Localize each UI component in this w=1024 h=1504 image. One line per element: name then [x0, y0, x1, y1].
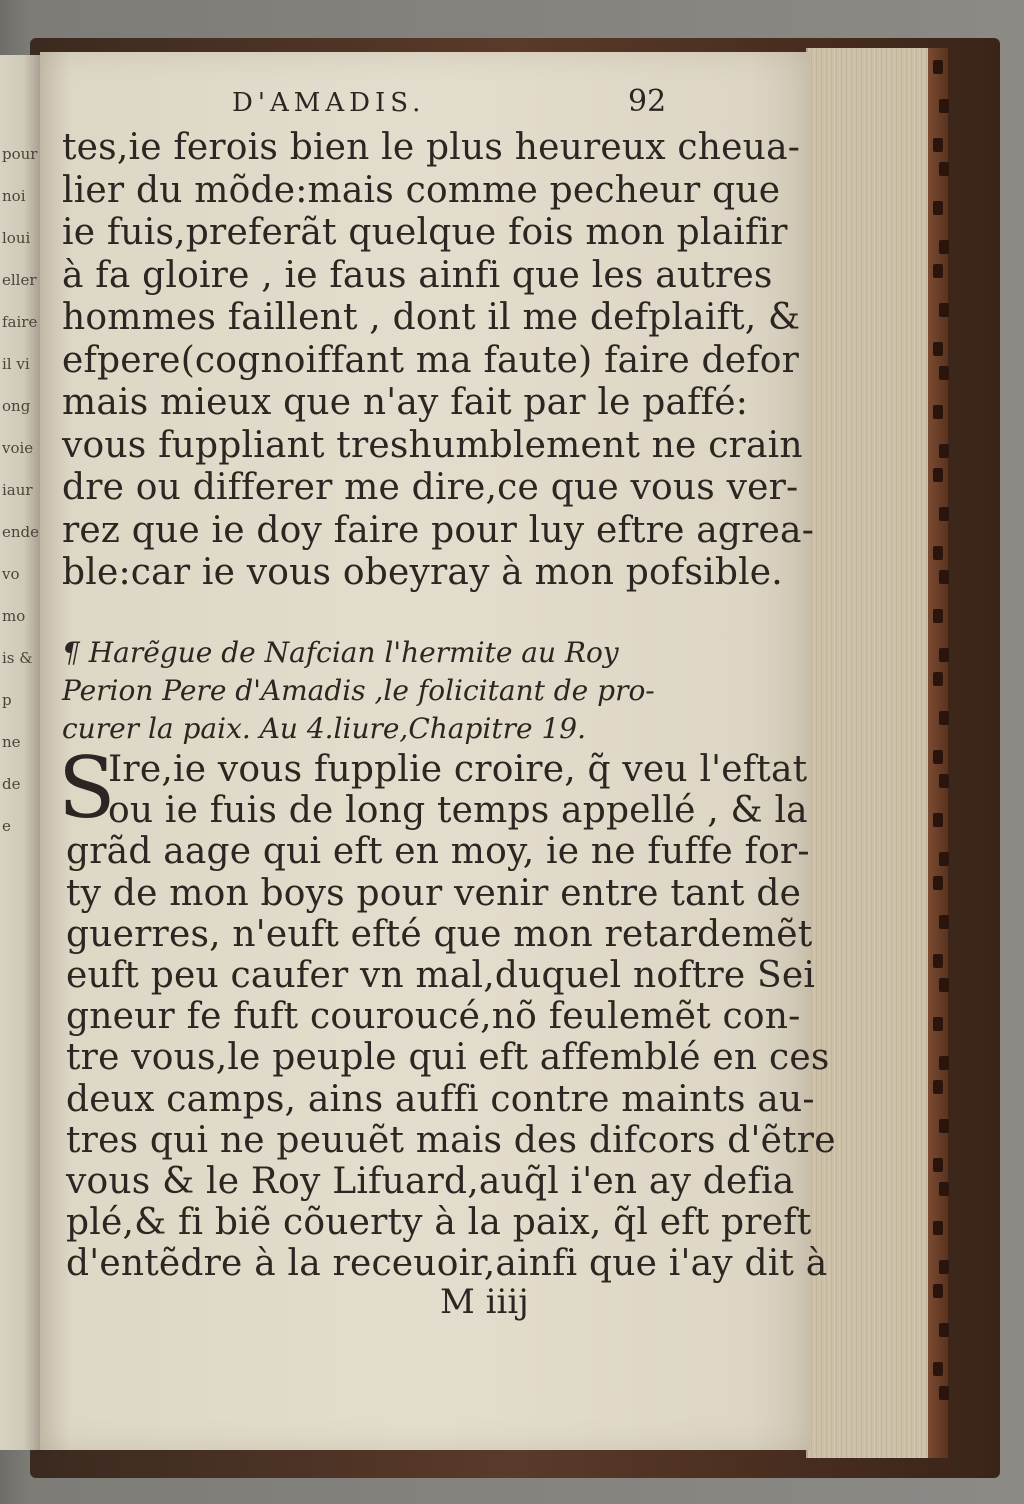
marbling-spot: [939, 162, 949, 176]
marbling-spot: [939, 1119, 949, 1133]
facing-page-fragment: voie: [2, 439, 34, 457]
marbling-spot: [933, 954, 943, 968]
text-line: lier du mõde:mais comme pecheur que: [62, 169, 781, 211]
marbling-spot: [939, 1056, 949, 1070]
facing-page-fragment: ne: [2, 733, 21, 751]
marbling-spot: [939, 648, 949, 662]
marbling-spot: [933, 60, 943, 74]
marbling-spot: [933, 1017, 943, 1031]
facing-page-fragment: noi: [2, 187, 26, 205]
marbling-spot: [939, 507, 949, 521]
text-line: à fa gloire , ie faus ainfi que les autres: [62, 254, 773, 296]
text-line: grãd aage qui eft en moy, ie ne fuffe for-: [66, 831, 810, 873]
page-number: 92: [628, 84, 667, 119]
text-line: tes,ie ferois bien le plus heureux cheua-: [62, 127, 801, 168]
text-line: Perion Pere d'Amadis ,le folicitant de pro-: [62, 674, 655, 707]
marbling-spot: [939, 444, 949, 458]
text-line: vous & le Roy Lifuard,auq̃l i'en ay defia: [66, 1161, 795, 1202]
marbling-spot: [939, 570, 949, 584]
facing-page-fragment: e: [2, 817, 11, 835]
text-line: curer la paix. Au 4.liure,Chapitre 19.: [62, 712, 587, 745]
marbling-spot: [939, 1182, 949, 1196]
text-line: dre ou differer me dire,ce que vous ver-: [62, 467, 799, 508]
marbling-spot: [933, 876, 943, 890]
marbling-spot: [933, 264, 943, 278]
text-line: hommes faillent , dont il me defplaift, &: [62, 297, 801, 338]
marbling-spot: [939, 711, 949, 725]
text-line: Ire,ie vous fupplie croire, q̃ veu l'eftat: [108, 749, 808, 790]
text-line: ou ie fuis de long temps appellé , & la: [108, 790, 808, 832]
facing-page-fragment: ende: [2, 523, 40, 541]
text-line: tre vous,le peuple qui eft affemblé en ces: [66, 1037, 830, 1079]
marbling-spot: [933, 546, 943, 560]
marbling-spot: [939, 774, 949, 788]
marbling-spot: [933, 1284, 943, 1298]
text-line: deux camps, ains auffi contre maints au-: [66, 1078, 815, 1120]
marbling-spot: [933, 672, 943, 686]
marbling-spot: [933, 468, 943, 482]
marbling-spot: [939, 240, 949, 254]
text-line: d'entẽdre à la receuoir,ainfi que i'ay dit à: [66, 1243, 828, 1285]
marbling-spot: [933, 1080, 943, 1094]
marbling-spot: [939, 1323, 949, 1337]
facing-page-fragment: vo: [2, 565, 20, 583]
text-line: ble:car ie vous obeyray à mon pofsible.: [62, 552, 783, 593]
text-line: ie fuis,preferãt quelque fois mon plaifir: [62, 212, 788, 253]
facing-page-fragment: p: [2, 691, 12, 709]
facing-page-fragment: faire: [2, 313, 38, 331]
marbling-spot: [939, 99, 949, 113]
marbling-spot: [933, 1221, 943, 1235]
drop-capital: S: [58, 739, 116, 837]
marbling-spot: [933, 609, 943, 623]
marbling-spot: [939, 1260, 949, 1274]
marbling-spot: [939, 366, 949, 380]
text-line: ¶ Harẽgue de Nafcian l'hermite au Roy: [62, 636, 619, 669]
marbling-spot: [939, 978, 949, 992]
cover-marbling: [930, 60, 954, 1440]
marbling-spot: [933, 1362, 943, 1376]
text-line: mais mieux que n'ay fait par le paffé:: [62, 382, 749, 423]
facing-page-fragment: loui: [2, 229, 31, 247]
facing-page-fragment: il vi: [2, 355, 30, 373]
text-line: ty de mon boys pour venir entre tant de: [66, 872, 802, 914]
marbling-spot: [933, 201, 943, 215]
marbling-spot: [933, 405, 943, 419]
marbling-spot: [933, 750, 943, 764]
text-line: plé,& fi biẽ cõuerty à la paix, q̃l eft preft: [66, 1202, 812, 1244]
facing-page-fragment: de: [2, 775, 21, 793]
running-title: D'AMADIS.: [232, 88, 426, 118]
facing-page-fragment: iaur: [2, 481, 33, 499]
facing-page-fragment: ong: [2, 397, 31, 415]
text-line: gneur fe fuft couroucé,nõ feulemẽt con-: [66, 996, 801, 1038]
text-line: euft peu caufer vn mal,duquel noftre Sei: [66, 955, 816, 996]
marbling-spot: [933, 342, 943, 356]
marbling-spot: [933, 138, 943, 152]
marbling-spot: [939, 852, 949, 866]
marbling-spot: [939, 915, 949, 929]
text-line: efpere(cognoiffant ma faute) faire defor: [62, 339, 800, 381]
text-line: rez que ie doy faire pour luy eftre agrea-: [62, 509, 815, 551]
signature-mark: M iiij: [440, 1282, 529, 1322]
text-line: guerres, n'euft efté que mon retardemẽt: [66, 913, 813, 955]
marbling-spot: [939, 1386, 949, 1400]
facing-page-fragment: pour: [2, 145, 38, 163]
marbling-spot: [939, 303, 949, 317]
facing-page-fragment: eller: [2, 271, 37, 289]
marbling-spot: [933, 813, 943, 827]
facing-page: [0, 55, 40, 1450]
text-line: tres qui ne peuuẽt mais des difcors d'ẽtre: [66, 1119, 836, 1161]
facing-page-fragment: mo: [2, 607, 26, 625]
marbling-spot: [933, 1158, 943, 1172]
facing-page-fragment: is &: [2, 649, 33, 667]
text-line: vous fuppliant treshumblement ne crain: [62, 424, 803, 466]
